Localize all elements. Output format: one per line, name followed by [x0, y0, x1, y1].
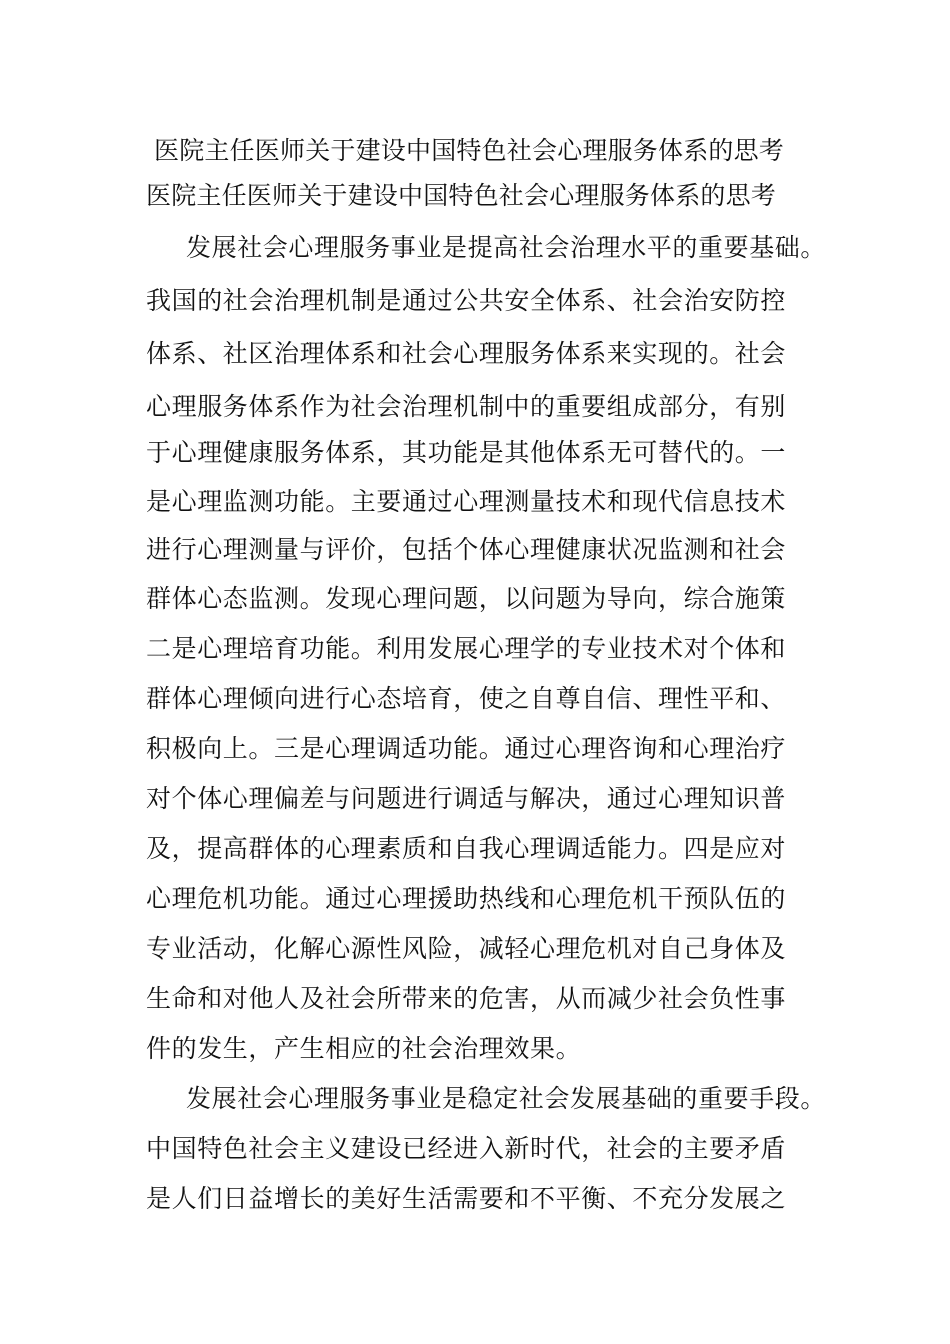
paragraph-1-line-16: 生命和对他人及社会所带来的危害，从而减少社会负性事 — [146, 984, 787, 1013]
document-title-repeat: 医院主任医师关于建设中国特色社会心理服务体系的思考 — [146, 181, 777, 210]
paragraph-1-line-2: 我国的社会治理机制是通过公共安全体系、社会治安防控 — [146, 286, 787, 315]
paragraph-1-line-8: 群体心态监测。发现心理问题，以问题为导向，综合施策 — [146, 584, 787, 613]
paragraph-1-line-1: 发展社会心理服务事业是提高社会治理水平的重要基础。 — [186, 233, 827, 262]
paragraph-1-line-11: 积极向上。三是心理调适功能。通过心理咨询和心理治疗 — [146, 734, 787, 763]
paragraph-1-line-12: 对个体心理偏差与问题进行调适与解决，通过心理知识普 — [146, 784, 787, 813]
paragraph-1-line-10: 群体心理倾向进行心态培育，使之自尊自信、理性平和、 — [146, 684, 787, 713]
paragraph-1-line-4: 心理服务体系作为社会治理机制中的重要组成部分，有别 — [146, 392, 787, 421]
paragraph-2-line-1: 发展社会心理服务事业是稳定社会发展基础的重要手段。 — [186, 1084, 827, 1113]
paragraph-1-line-3: 体系、社区治理体系和社会心理服务体系来实现的。社会 — [146, 339, 787, 368]
paragraph-1-line-7: 进行心理测量与评价，包括个体心理健康状况监测和社会 — [146, 535, 787, 564]
document-title: 医院主任医师关于建设中国特色社会心理服务体系的思考 — [154, 136, 785, 165]
paragraph-2-line-3: 是人们日益增长的美好生活需要和不平衡、不充分发展之 — [146, 1184, 787, 1213]
paragraph-1-line-17: 件的发生，产生相应的社会治理效果。 — [146, 1034, 582, 1063]
paragraph-2-line-2: 中国特色社会主义建设已经进入新时代，社会的主要矛盾 — [146, 1134, 787, 1163]
paragraph-1-line-15: 专业活动，化解心源性风险，减轻心理危机对自己身体及 — [146, 934, 787, 963]
paragraph-1-line-13: 及，提高群体的心理素质和自我心理调适能力。四是应对 — [146, 834, 787, 863]
paragraph-1-line-9: 二是心理培育功能。利用发展心理学的专业技术对个体和 — [146, 634, 787, 663]
paragraph-1-line-5: 于心理健康服务体系，其功能是其他体系无可替代的。一 — [146, 438, 787, 467]
paragraph-1-line-6: 是心理监测功能。主要通过心理测量技术和现代信息技术 — [146, 487, 787, 516]
paragraph-1-line-14: 心理危机功能。通过心理援助热线和心理危机干预队伍的 — [146, 884, 787, 913]
